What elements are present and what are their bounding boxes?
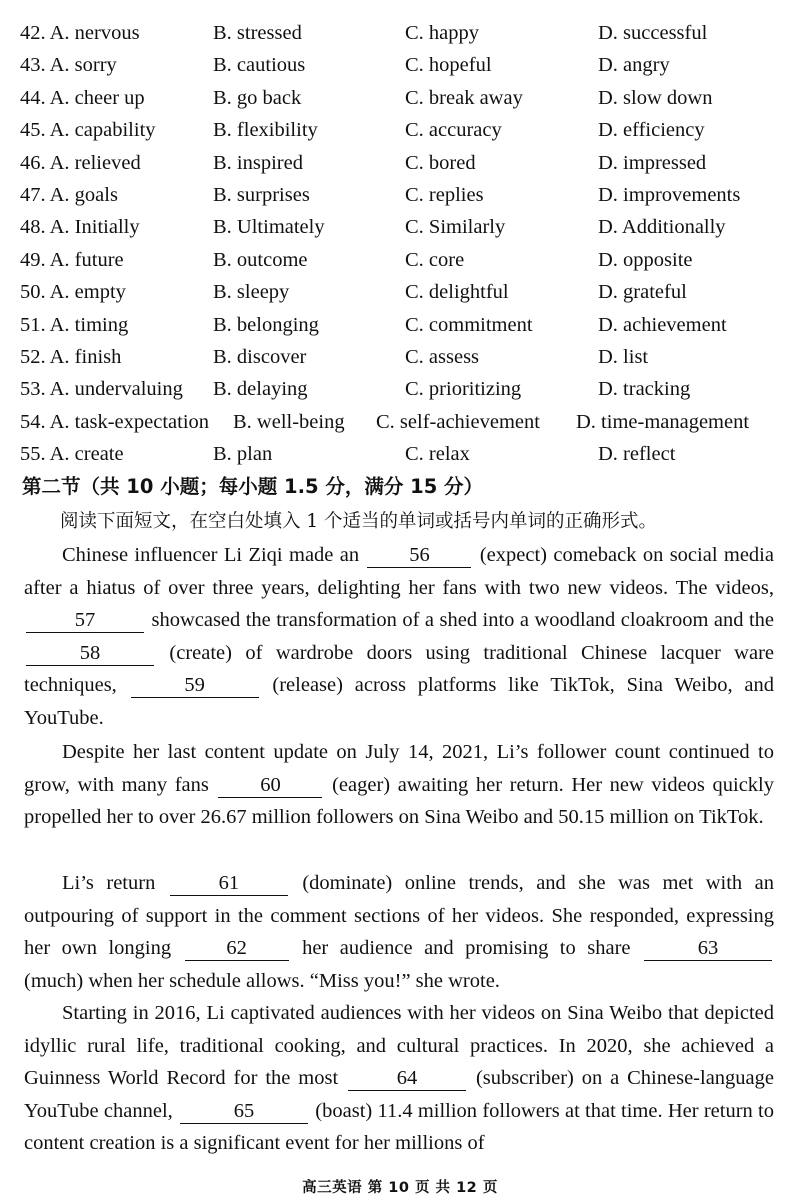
option-a — [20, 114, 156, 146]
passage-paragraph-3 — [24, 867, 774, 997]
question-number: 53. — [20, 378, 46, 401]
option-a-text: A. empty — [49, 281, 126, 304]
blank-56[interactable]: 56 — [367, 543, 471, 568]
option-a-text: A. cheer up — [49, 86, 145, 109]
option-d: D. tracking — [598, 378, 691, 401]
choice-row — [0, 49, 800, 81]
option-b: B. Ultimately — [213, 216, 325, 239]
option-a — [20, 373, 183, 405]
option-d: D. grateful — [598, 281, 687, 304]
choice-row — [0, 373, 800, 405]
option-a — [20, 244, 124, 276]
section-instruction: 阅读下面短文，在空白处填入 1 个适当的单词或括号内单词的正确形式。 — [60, 511, 658, 532]
blank-64[interactable]: 64 — [348, 1066, 466, 1091]
choice-row — [0, 17, 800, 49]
passage-text: (create) of wardrobe doors using traditional Chinese lacquer ware techniques, — [24, 641, 774, 697]
option-c: C. hopeful — [405, 54, 492, 77]
question-number: 50. — [20, 281, 46, 304]
option-d: D. opposite — [598, 248, 693, 271]
blank-58[interactable]: 58 — [26, 641, 154, 666]
question-number: 42. — [20, 22, 46, 44]
option-d: D. slow down — [598, 86, 713, 109]
option-d: D. successful — [598, 22, 708, 44]
choice-row — [0, 244, 800, 276]
option-a-text: A. sorry — [49, 54, 117, 77]
question-number: 54. — [20, 410, 46, 433]
option-d: D. achievement — [598, 313, 727, 336]
option-a-text: A. goals — [49, 184, 118, 206]
blank-59[interactable]: 59 — [131, 673, 259, 698]
option-a-text: A. nervous — [49, 22, 140, 44]
passage-text: her audience and promising to share — [290, 937, 642, 960]
option-d: D. Additionally — [598, 216, 726, 239]
option-a — [20, 406, 209, 438]
option-a — [20, 341, 121, 373]
choice-row — [0, 211, 800, 243]
option-c: C. replies — [405, 184, 484, 206]
option-c: C. happy — [405, 22, 480, 44]
blank-60[interactable]: 60 — [218, 773, 322, 798]
option-d: D. improvements — [598, 184, 741, 206]
passage-text: (eager) awaiting her return. Her new videos quickly propelled her to over 26.67 million followers on Sina Weibo and 50.15 million on TikTok. — [24, 773, 774, 829]
option-b: B. surprises — [213, 184, 310, 206]
option-a-text: A. Initially — [49, 216, 140, 239]
option-d: D. impressed — [598, 151, 707, 174]
option-a — [20, 82, 145, 114]
option-a — [20, 211, 140, 243]
option-d: D. efficiency — [598, 119, 705, 142]
question-number: 45. — [20, 119, 46, 142]
option-b: B. sleepy — [213, 281, 290, 304]
option-c: C. break away — [405, 86, 523, 109]
choice-row — [0, 309, 800, 341]
question-number: 46. — [20, 151, 46, 174]
option-c: C. relax — [405, 443, 470, 466]
option-c: C. bored — [405, 151, 476, 174]
option-c: C. core — [405, 248, 465, 271]
option-c: C. Similarly — [405, 216, 506, 239]
option-c: C. self-achievement — [376, 410, 540, 433]
option-a-text: A. task-expectation — [49, 410, 210, 433]
question-number: 49. — [20, 248, 46, 271]
option-b: B. inspired — [213, 151, 303, 174]
choice-row — [0, 114, 800, 146]
question-number: 51. — [20, 313, 46, 336]
option-a-text: A. future — [49, 248, 124, 271]
option-d: D. angry — [598, 54, 670, 77]
passage-text: (subscriber) on a Chinese-language YouTube channel, — [24, 1067, 774, 1122]
page-footer: 高三英语 第 10 页 共 12 页 — [302, 1180, 498, 1196]
option-a-text: A. undervaluing — [49, 378, 183, 401]
option-a — [20, 17, 140, 49]
passage-text: Starting in 2016, Li captivated audiences with her videos on Sina Weibo that depicted idyllic rural life, traditional cooking, and cultural practices. In 2020, she achieved a Guinness World Record for the most — [24, 1002, 774, 1090]
blank-61[interactable]: 61 — [170, 871, 288, 896]
passage-text: Chinese influencer Li Ziqi made an — [62, 544, 366, 566]
question-number: 52. — [20, 346, 46, 368]
blank-62[interactable]: 62 — [185, 936, 289, 961]
option-d: D. reflect — [598, 443, 676, 466]
passage-text: Despite her last content update on July 14, 2021, Li’s follower count continued to grow, with many fans — [24, 741, 774, 796]
passage-text: (boast) 11.4 million followers at that time. Her return to content creation is a significant event for her millions of — [24, 1099, 774, 1155]
option-b: B. belonging — [213, 313, 319, 336]
option-b: B. flexibility — [213, 119, 318, 142]
option-b: B. outcome — [213, 248, 308, 271]
option-a-text: A. relieved — [49, 151, 141, 174]
option-b: B. discover — [213, 346, 307, 368]
option-a — [20, 179, 118, 211]
choice-row — [0, 341, 800, 373]
option-a — [20, 49, 117, 81]
passage-text: showcased the transformation of a shed into a woodland cloakroom and the — [146, 609, 774, 632]
option-a — [20, 309, 128, 341]
passage-text: Li’s return — [62, 872, 168, 894]
option-c: C. delightful — [405, 281, 509, 304]
option-a-text: A. create — [49, 443, 124, 466]
blank-63[interactable]: 63 — [644, 936, 772, 961]
choice-row — [0, 82, 800, 114]
passage-paragraph-4 — [24, 997, 774, 1160]
question-number: 44. — [20, 86, 46, 109]
option-a-text: A. capability — [49, 119, 156, 142]
passage-text: (release) across platforms like TikTok, Sina Weibo, and YouTube. — [24, 674, 774, 729]
blank-65[interactable]: 65 — [180, 1099, 308, 1124]
option-c: C. assess — [405, 346, 480, 368]
option-b: B. cautious — [213, 54, 306, 77]
option-b: B. well-being — [233, 410, 345, 433]
passage-paragraph-1 — [24, 539, 774, 735]
passage-paragraph-2 — [24, 736, 774, 834]
choice-row — [0, 147, 800, 179]
passage-text: (dominate) online trends, and she was met with an outpouring of support in the comment sections of her videos. She responded, expressing her own longing — [24, 872, 774, 960]
option-c: C. prioritizing — [405, 378, 522, 401]
option-a-text: A. timing — [49, 313, 129, 336]
option-b: B. stressed — [213, 22, 302, 44]
option-d: D. time-management — [576, 410, 750, 433]
question-number: 48. — [20, 216, 46, 239]
choice-row — [0, 276, 800, 308]
question-number: 47. — [20, 184, 46, 206]
passage-text: (expect) comeback on social media after a hiatus of over three years, delighting her fans with two new videos. The videos, — [24, 544, 774, 599]
option-d: D. list — [598, 346, 649, 368]
option-b: B. plan — [213, 443, 273, 466]
section-title: 第二节（共 10 小题；每小题 1.5 分，满分 15 分） — [22, 475, 484, 498]
option-a-text: A. finish — [49, 346, 122, 368]
option-b: B. delaying — [213, 378, 308, 401]
choice-row — [0, 179, 800, 211]
question-number: 55. — [20, 443, 46, 466]
option-c: C. commitment — [405, 313, 533, 336]
option-c: C. accuracy — [405, 119, 502, 142]
option-b: B. go back — [213, 86, 302, 109]
choice-row — [0, 406, 800, 438]
option-a — [20, 438, 124, 470]
question-number: 43. — [20, 54, 46, 77]
option-a — [20, 276, 126, 308]
passage-text: (much) when her schedule allows. “Miss you!” she wrote. — [24, 969, 500, 992]
choice-row — [0, 438, 800, 470]
option-a — [20, 147, 141, 179]
blank-57[interactable]: 57 — [26, 608, 144, 633]
